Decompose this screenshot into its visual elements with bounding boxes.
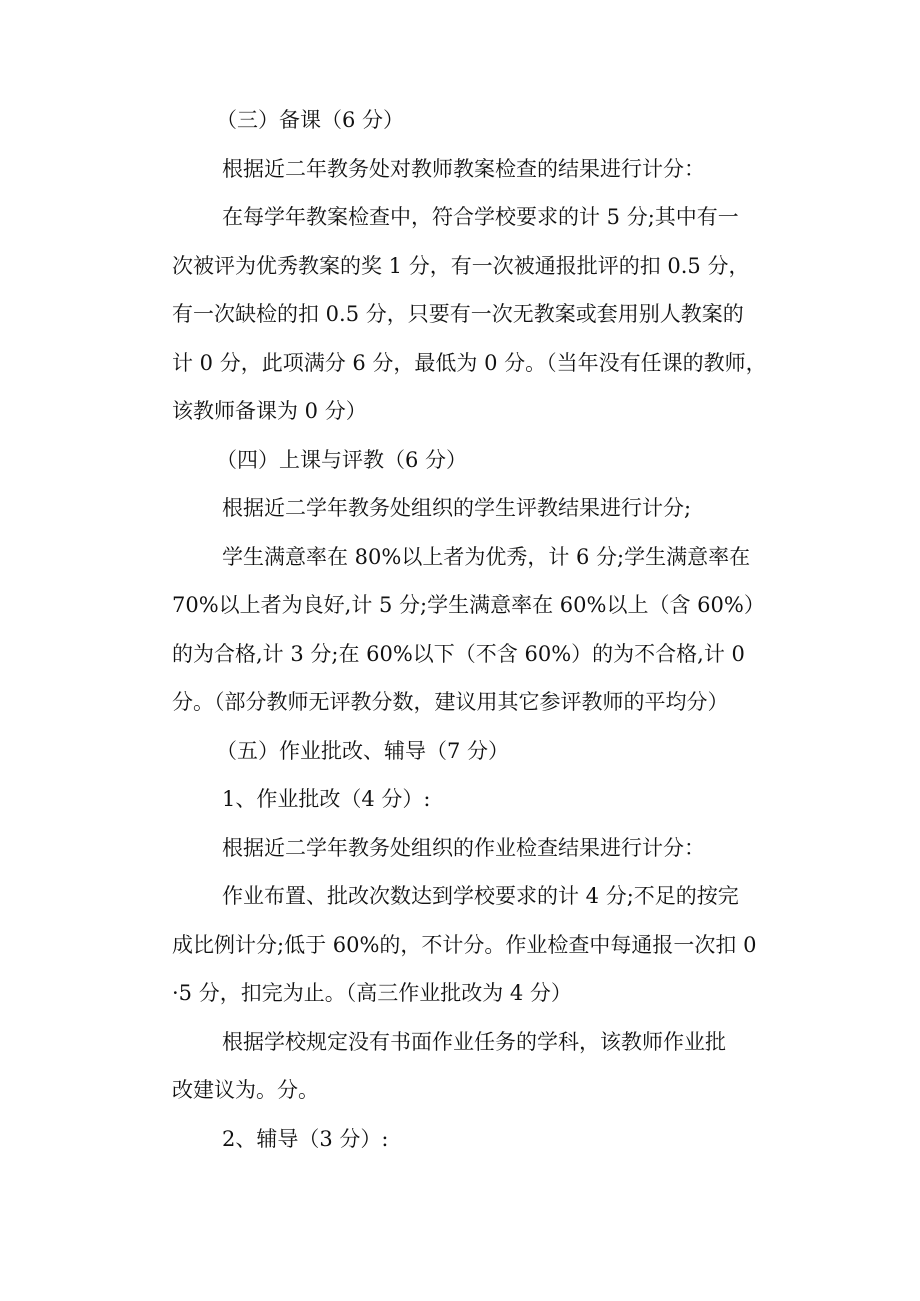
section-heading-homework-tutoring: （五）作业批改、辅导（7 分） bbox=[216, 738, 510, 763]
paragraph-line: 70%以上者为良好,计 5 分;学生满意率在 60%以上（含 60%） bbox=[172, 593, 765, 617]
paragraph-line: 根据近二学年教务处组织的作业检查结果进行计分： bbox=[222, 835, 705, 860]
paragraph-line: 根据学校规定没有书面作业任务的学科，该教师作业批 bbox=[222, 1029, 726, 1054]
paragraph-line: 在每学年教案检查中，符合学校要求的计 5 分;其中有一 bbox=[222, 205, 739, 229]
subsection-heading-homework: 1、作业批改（4 分）: bbox=[222, 787, 431, 811]
paragraph-line: 学生满意率在 80%以上者为优秀，计 6 分;学生满意率在 bbox=[222, 544, 751, 569]
paragraph-line: 改建议为。分。 bbox=[172, 1078, 319, 1102]
paragraph-line: 分。（部分教师无评教分数，建议用其它参评教师的平均分） bbox=[172, 690, 729, 714]
paragraph-line: 计 0 分，此项满分 6 分，最低为 0 分。（当年没有任课的教师， bbox=[172, 350, 767, 375]
paragraph-line: 成比例计分;低于 60%的，不计分。作业检查中每通报一次扣 0 bbox=[172, 932, 757, 957]
paragraph-line: 的为合格,计 3 分;在 60%以下（不含 60%）的为不合格,计 0 bbox=[172, 641, 745, 666]
paragraph-line: 根据近二年教务处对教师教案检查的结果进行计分： bbox=[222, 156, 705, 181]
paragraph-line: 该教师备课为 0 分） bbox=[172, 399, 367, 423]
section-heading-teaching-evaluation: （四）上课与评教（6 分） bbox=[216, 447, 468, 472]
paragraph-line: ·5 分，扣完为止。（高三作业批改为 4 分） bbox=[172, 981, 572, 1005]
paragraph-line: 作业布置、批改次数达到学校要求的计 4 分;不足的按完 bbox=[222, 884, 739, 908]
section-heading-lesson-prep: （三）备课（6 分） bbox=[216, 108, 405, 132]
subsection-heading-tutoring: 2、辅导（3 分）: bbox=[222, 1126, 389, 1151]
document-page bbox=[172, 96, 766, 1163]
paragraph-line: 有一次缺检的扣 0.5 分，只要有一次无教案或套用别人教案的 bbox=[172, 302, 744, 326]
paragraph-line: 根据近二学年教务处组织的学生评教结果进行计分; bbox=[222, 496, 692, 520]
paragraph-line: 次被评为优秀教案的奖 1 分，有一次被通报批评的扣 0.5 分， bbox=[172, 253, 750, 278]
